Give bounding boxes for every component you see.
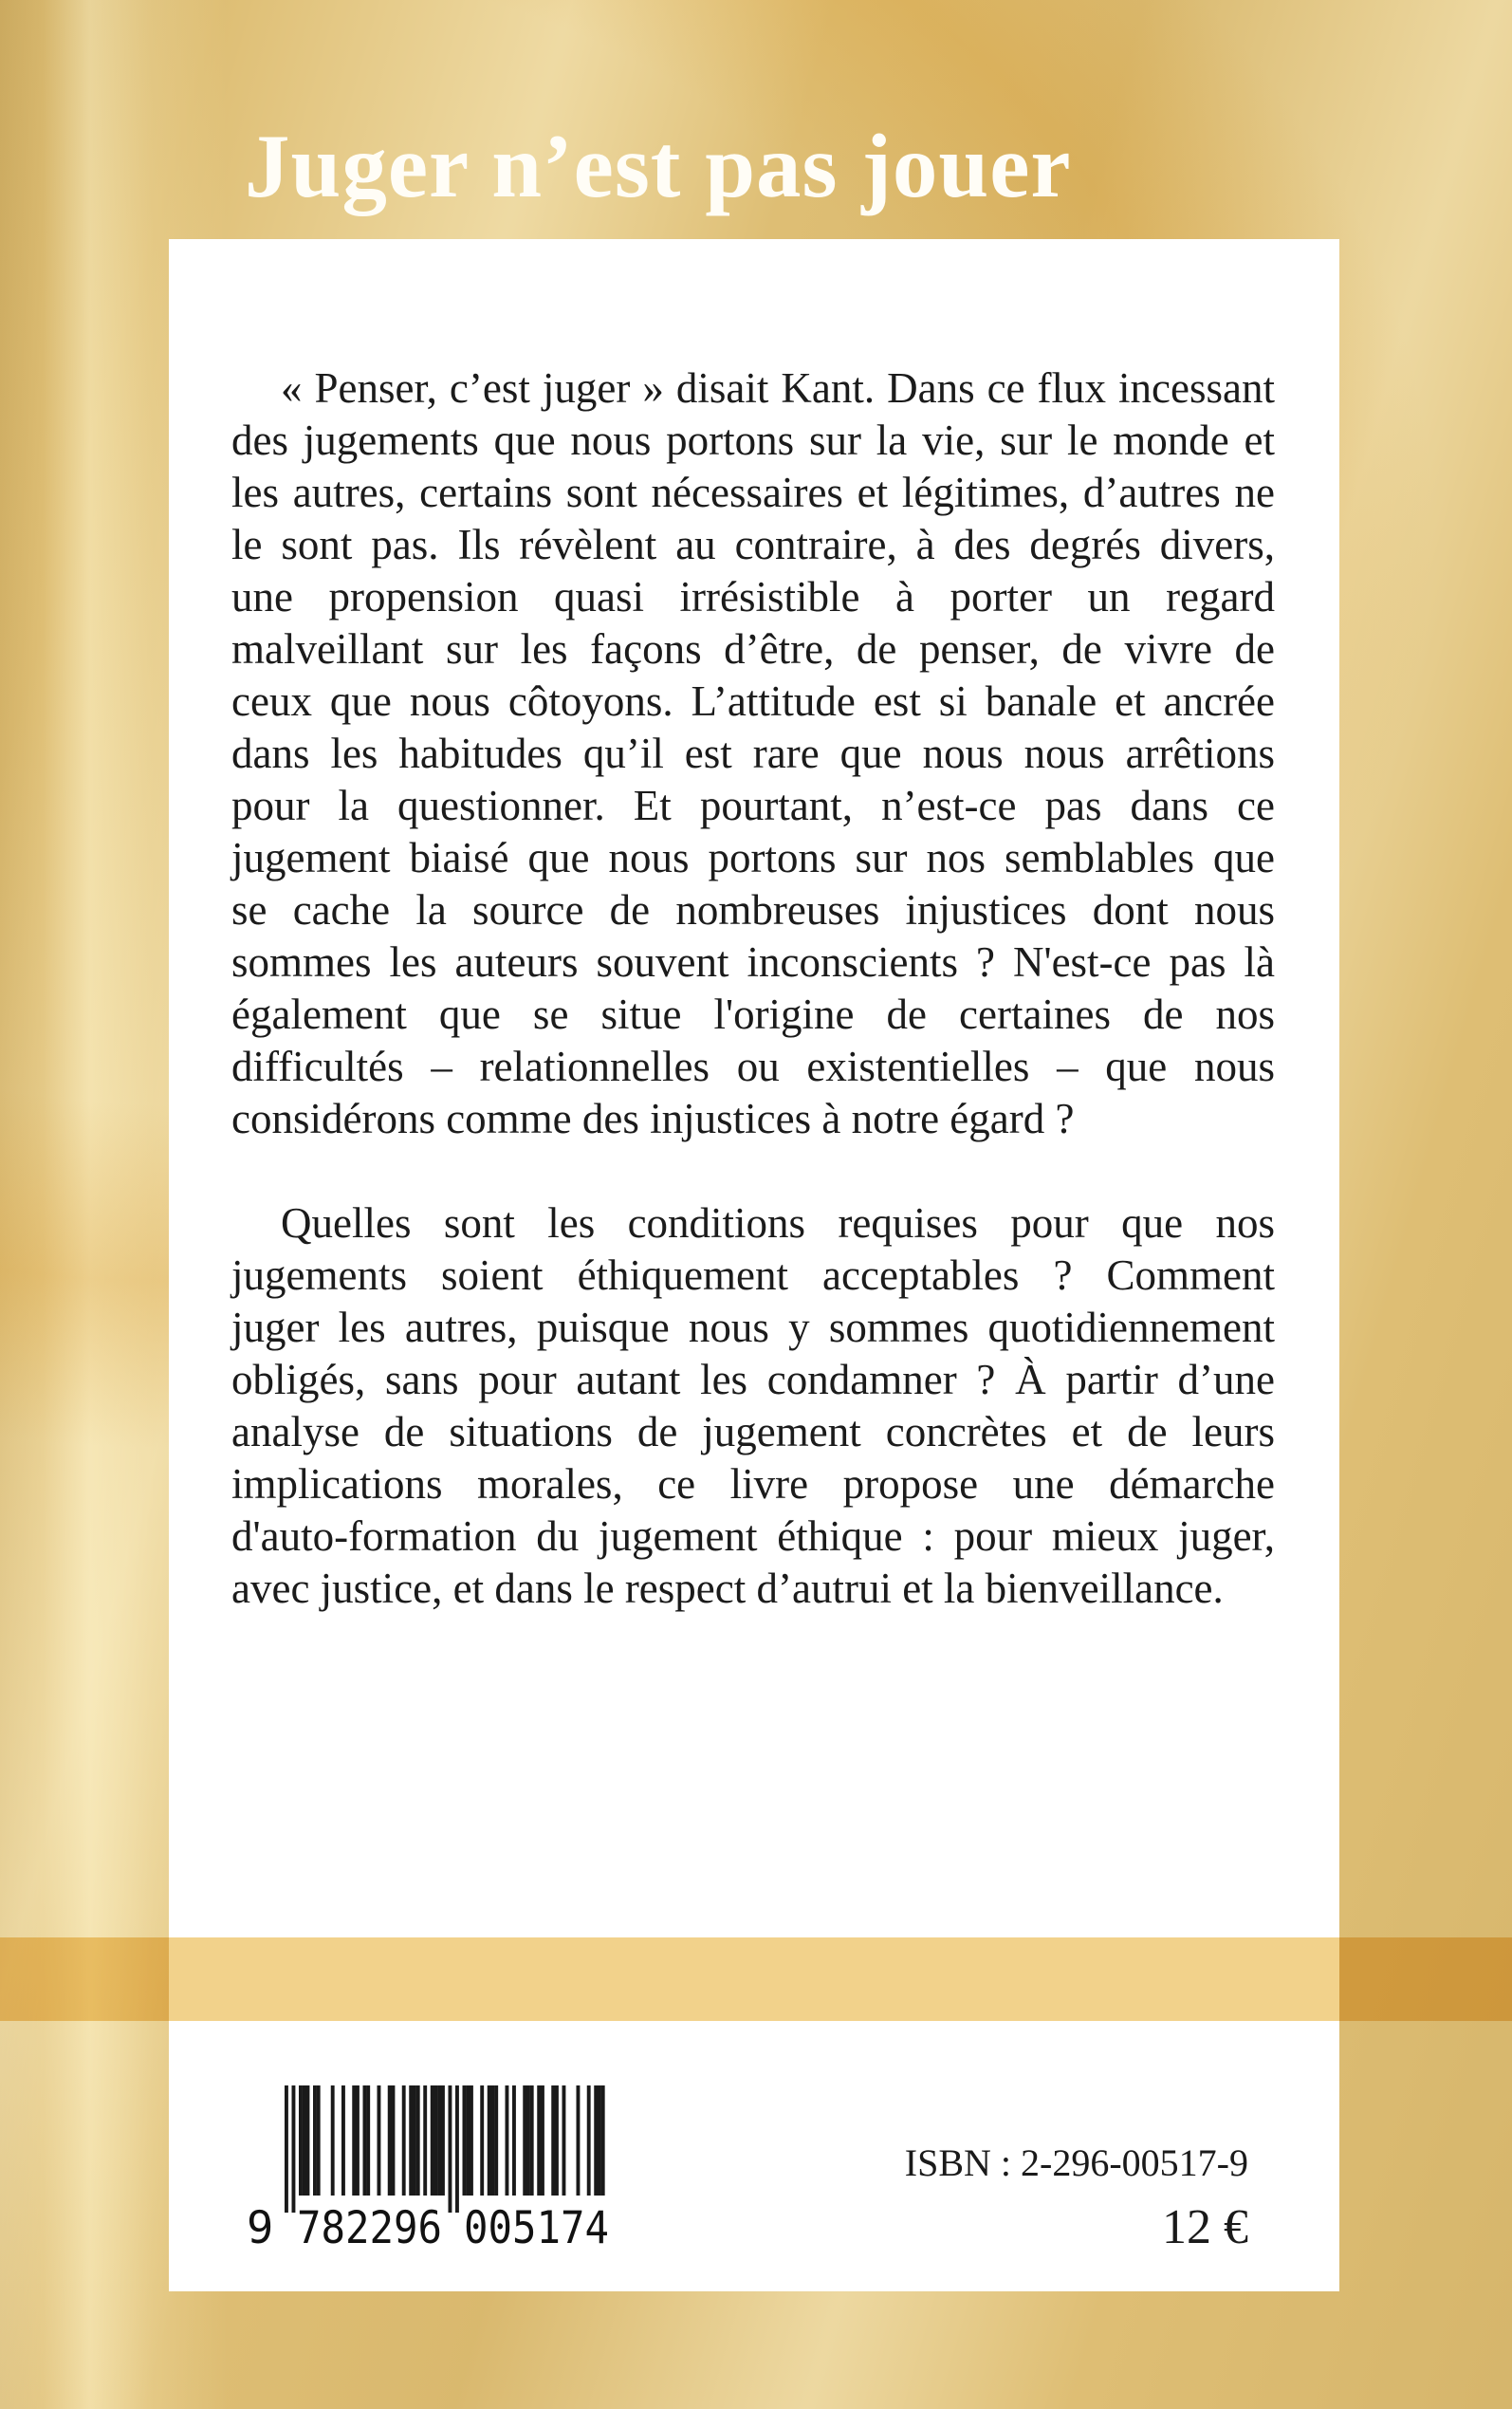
blurb-line: « Penser, c’est juger » disait Kant. Dans ce flux incessant [281,364,1275,412]
ean13-barcode-image [239,2085,628,2249]
blurb-line: pour la questionner. Et pourtant, n’est-ce pas dans ce [231,782,1275,829]
blurb-line: ceux que nous côtoyons. L’attitude est si banale et ancrée [231,677,1275,725]
blurb-line: malveillant sur les façons d’être, de penser, de vivre de [231,625,1275,673]
blurb-line: une propension quasi irrésistible à porter un regard [231,573,1275,621]
blurb-line: analyse de situations de jugement concrètes et de leurs [231,1408,1275,1455]
blurb-line: sommes les auteurs souvent inconscients ? N'est-ce pas là [231,938,1275,986]
svg-text:005174: 005174 [464,2202,609,2249]
blurb-line: également que se situe l'origine de certaines de nos [231,991,1275,1038]
isbn-text: ISBN : 2-296-00517-9 [904,2141,1248,2184]
blurb-line: jugement biaisé que nous portons sur nos semblables que [231,834,1275,881]
blurb-line: Quelles sont les conditions requises pour que nos [281,1199,1275,1247]
gold-divider-band [0,1937,1512,2021]
pricing-block [905,2141,1248,2254]
blurb-line: dans les habitudes qu’il est rare que nous nous arrêtions [231,730,1275,777]
barcode [239,2085,628,2251]
blurb-line: d'auto-formation du jugement éthique : pour mieux juger, [231,1512,1275,1560]
svg-text:782296: 782296 [297,2202,442,2249]
blurb-line: juger les autres, puisque nous y sommes quotidiennement [231,1304,1275,1351]
blurb-line: implications morales, ce livre propose une démarche [231,1460,1275,1508]
blurb-line: se cache la source de nombreuses injustices dont nous [231,886,1275,934]
blurb-line: difficultés – relationnelles ou existentielles – que nous [231,1043,1275,1090]
blurb-line: jugements soient éthiquement acceptables ? Comment [231,1251,1275,1299]
blurb-line: considérons comme des injustices à notre égard ? [231,1095,1075,1142]
price-text: 12 € [1162,2200,1248,2254]
blurb-paragraph [231,1197,1275,1615]
book-title: Juger n’est pas jouer [245,116,1072,216]
blurb-line: le sont pas. Ils révèlent au contraire, à des degrés divers, [231,521,1275,568]
blurb-paragraph [231,362,1275,1145]
svg-text:9: 9 [247,2202,274,2249]
blurb-line: obligés, sans pour autant les condamner ? À partir d’une [231,1356,1275,1403]
blurb-line: des jugements que nous portons sur la vie, sur le monde et [231,417,1275,464]
blurb-line: avec justice, et dans le respect d’autrui et la bienveillance. [231,1565,1224,1612]
blurb-line: les autres, certains sont nécessaires et légitimes, d’autres ne [231,469,1275,516]
blurb [231,362,1275,1615]
